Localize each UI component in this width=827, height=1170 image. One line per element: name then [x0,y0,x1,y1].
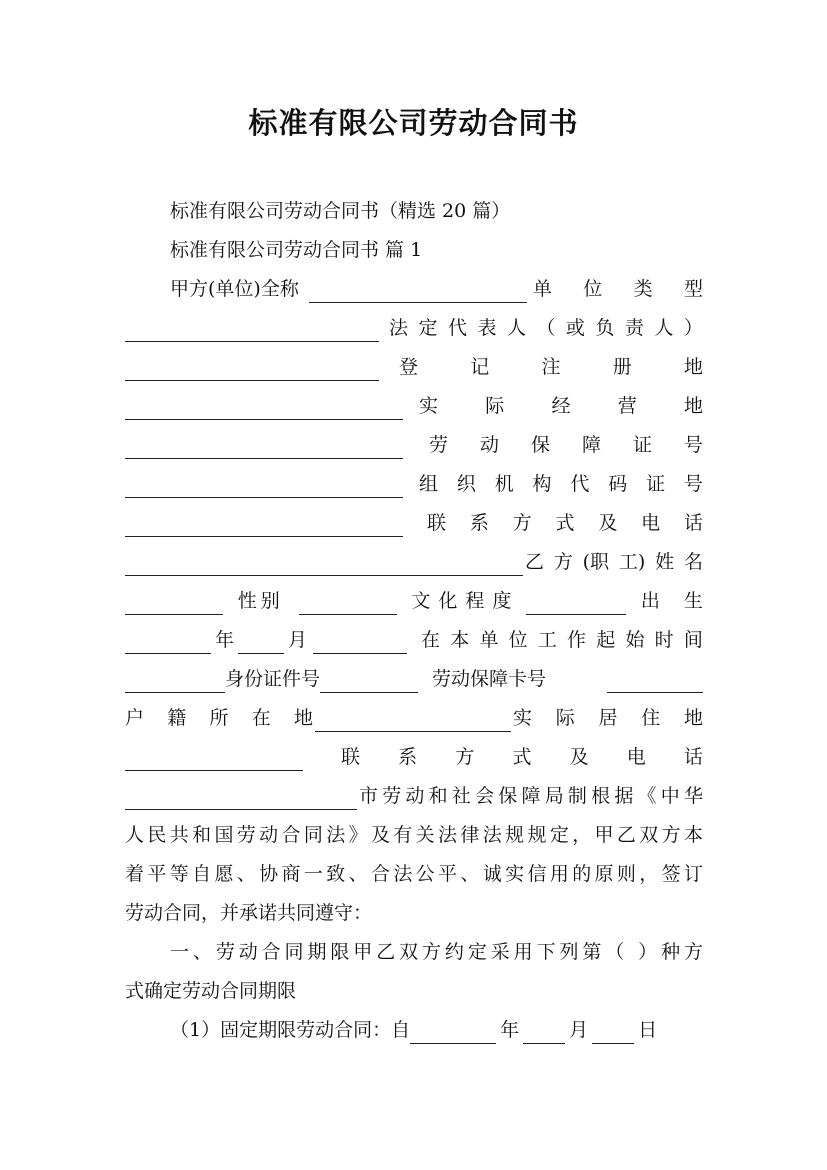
id-line [125,660,703,699]
labor-card-label: 劳动保障卡号 [432,668,547,690]
labor-card-blank [607,666,703,693]
start-time-line [125,621,703,660]
reg-address-line [125,348,703,387]
hukou-blank [315,705,511,732]
clause1-item1-line [170,1011,703,1050]
residence-label: 实 际 居 住 地 [513,707,703,729]
actual-address-label: 实 际 经 营 地 [419,395,703,417]
labor-cert-label: 劳 动 保 障 证 号 [429,434,703,456]
birth-label: 出 生 [640,590,703,612]
clause1-text-b: 式确定劳动合同期限 [125,980,297,1002]
legal-rep-line [125,309,703,348]
start-time-blank [125,666,225,693]
contact2-label: 联 系 方 式 及 电 话 [341,746,703,768]
legal-rep-label: 法 定 代 表 人 （ 或 负 责 人 ） [389,317,703,339]
fixed-term-day-blank [592,1017,634,1044]
fixed-term-day-label: 日 [638,1019,658,1041]
gender-label: 性别 [237,590,284,612]
party-a-label: 甲方(单位)全称 [170,278,299,300]
fixed-term-year-label: 年 [500,1019,520,1041]
org-code-line [125,465,703,504]
unit-type-label: 单 位 类 型 [532,278,703,300]
actual-address-blank [125,432,403,459]
subtitle: 标准有限公司劳动合同书（精选 20 篇） [170,200,511,222]
party-b-line [125,543,703,582]
body-text-a: 市劳动和社会保障局制根据《中华 [359,785,703,807]
org-code-label: 组 织 机 构 代 码 证 号 [419,473,703,495]
id-no-blank [320,666,418,693]
org-code-blank [125,510,403,537]
hukou-line [125,699,703,738]
party-a-name-blank [309,276,527,303]
start-time-label: 在 本 单 位 工 作 起 始 时 间 [421,629,703,651]
education-label: 文 化 程 度 [411,590,512,612]
contact-line [125,504,703,543]
party-b-label: 乙 方 (职 工) 姓 名 [525,551,703,573]
birth-day-blank [313,627,407,654]
contact2-line [125,738,703,777]
legal-rep-blank [125,354,379,381]
gender-line [125,582,703,621]
party-a-name-line [170,270,703,309]
month-label: 月 [288,629,308,651]
unit-type-blank [125,315,379,342]
clause1-item1-prefix: （1）固定期限劳动合同：自 [170,1019,411,1041]
document-title: 标准有限公司劳动合同书 [248,106,579,140]
body-line-a [125,777,703,816]
article-heading: 标准有限公司劳动合同书 篇 1 [170,239,423,261]
reg-address-label: 登 记 注 册 地 [399,356,703,378]
contact-blank [125,549,523,576]
labor-cert-blank [125,471,403,498]
hukou-label: 户 籍 所 在 地 [125,707,313,729]
body-text-c: 着平等自愿、协商一致、合法公平、诚实信用的原则，签订 [125,863,703,885]
gender-blank [299,588,397,615]
fixed-term-month-blank [523,1017,565,1044]
body-text-d: 劳动合同，并承诺共同遵守： [125,902,373,924]
contact-label: 联 系 方 式 及 电 话 [427,512,703,534]
labor-cert-line [125,426,703,465]
year-label: 年 [215,629,235,651]
reg-address-blank [125,393,403,420]
body-text-b: 人民共和国劳动合同法》及有关法律法规规定，甲乙双方本 [125,824,703,846]
id-no-label: 身份证件号 [225,668,321,690]
birth-month-blank [238,627,284,654]
clause1-text-a: 一、劳动合同期限甲乙双方约定采用下列第（ ）种方 [170,941,703,963]
fixed-term-year-blank [410,1017,496,1044]
fixed-term-month-label: 月 [569,1019,589,1041]
education-blank [526,588,626,615]
birth-year-blank [125,627,211,654]
actual-address-line [125,387,703,426]
residence-blank [125,744,303,771]
party-b-name-blank [125,588,223,615]
contact2-blank [125,783,357,810]
